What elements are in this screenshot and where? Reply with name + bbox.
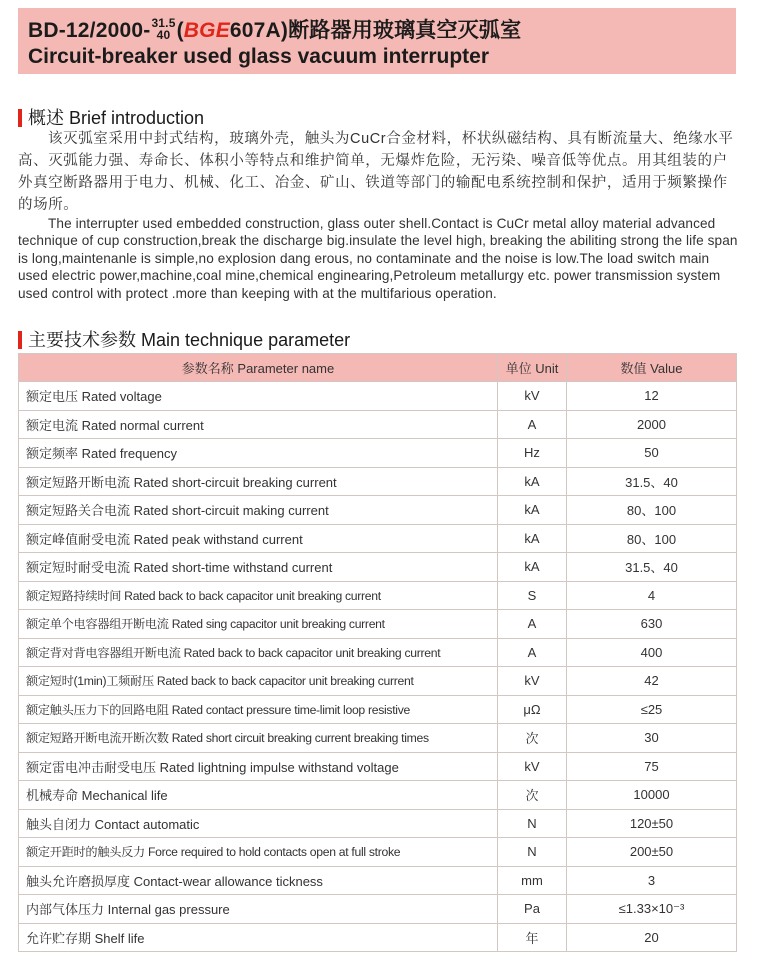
param-unit-cell: N xyxy=(498,838,567,867)
table-row xyxy=(19,524,737,553)
column-header-value: 数值 Value xyxy=(567,354,737,382)
table-header-row xyxy=(19,354,737,382)
param-unit-cell: kA xyxy=(498,467,567,496)
table-row xyxy=(19,895,737,924)
param-unit-cell: kA xyxy=(498,496,567,525)
param-unit-cell: 次 xyxy=(498,724,567,753)
param-unit-cell: mm xyxy=(498,866,567,895)
param-value-cell: 31.5、40 xyxy=(567,553,737,582)
param-unit-cell: 次 xyxy=(498,781,567,810)
param-name-cell: 额定电流 Rated normal current xyxy=(19,410,498,439)
param-value-cell: 2000 xyxy=(567,410,737,439)
param-value-cell: 10000 xyxy=(567,781,737,810)
param-name-cell: 触头自闭力 Contact automatic xyxy=(19,809,498,838)
param-unit-cell: kA xyxy=(498,553,567,582)
param-name-cell: 额定开距时的触头反力 Force required to hold contacts open at full stroke xyxy=(19,838,498,867)
param-unit-cell: A xyxy=(498,410,567,439)
table-row xyxy=(19,439,737,468)
param-value-cell: 400 xyxy=(567,638,737,667)
param-unit-cell: kV xyxy=(498,667,567,696)
paren-open: ( xyxy=(176,19,184,42)
params-heading xyxy=(18,326,350,352)
param-unit-cell: N xyxy=(498,809,567,838)
brand-logo: BGE xyxy=(183,19,230,42)
param-name-cell: 内部气体压力 Internal gas pressure xyxy=(19,895,498,924)
title-en: Circuit-breaker used glass vacuum interrupter xyxy=(28,45,489,68)
param-name-cell: 机械寿命 Mechanical life xyxy=(19,781,498,810)
param-value-cell: 4 xyxy=(567,581,737,610)
param-name-cell: 额定雷电冲击耐受电压 Rated lightning impulse withstand voltage xyxy=(19,752,498,781)
table-row xyxy=(19,638,737,667)
table-row xyxy=(19,781,737,810)
brief-heading xyxy=(18,104,204,130)
title-cn-line xyxy=(28,14,521,44)
header-banner xyxy=(18,8,736,74)
param-unit-cell: A xyxy=(498,610,567,639)
param-name-cell: 额定触头压力下的回路电阻 Rated contact pressure time-limit loop resistive xyxy=(19,695,498,724)
param-name-cell: 额定频率 Rated frequency xyxy=(19,439,498,468)
param-unit-cell: kV xyxy=(498,382,567,411)
param-value-cell: 20 xyxy=(567,923,737,952)
param-name-cell: 额定短时耐受电流 Rated short-time withstand current xyxy=(19,553,498,582)
table-row xyxy=(19,581,737,610)
table-row xyxy=(19,923,737,952)
param-unit-cell: μΩ xyxy=(498,695,567,724)
params-heading-text: 主要技术参数 Main technique parameter xyxy=(28,330,351,350)
param-unit-cell: kV xyxy=(498,752,567,781)
table-row xyxy=(19,553,737,582)
param-value-cell: ≤1.33×10⁻³ xyxy=(567,895,737,924)
param-name-cell: 允许贮存期 Shelf life xyxy=(19,923,498,952)
table-row xyxy=(19,838,737,867)
table-row xyxy=(19,467,737,496)
table-row xyxy=(19,667,737,696)
title-cn: 断路器用玻璃真空灭弧室 xyxy=(288,19,522,42)
param-value-cell: 3 xyxy=(567,866,737,895)
parameter-table xyxy=(18,353,737,952)
section-marker xyxy=(18,331,22,349)
table-row xyxy=(19,496,737,525)
param-name-cell: 额定短时(1min)工频耐压 Rated back to back capacitor unit breaking current xyxy=(19,667,498,696)
param-value-cell: 200±50 xyxy=(567,838,737,867)
param-name-cell: 额定短路开断电流 Rated short-circuit breaking current xyxy=(19,467,498,496)
column-header-name: 参数名称 Parameter name xyxy=(19,354,498,382)
model-suffix: 607A) xyxy=(229,19,289,42)
param-value-cell: 75 xyxy=(567,752,737,781)
fraction-top: 31.5 xyxy=(151,16,176,31)
param-name-cell: 额定短路持续时间 Rated back to back capacitor unit breaking current xyxy=(19,581,498,610)
table-row xyxy=(19,752,737,781)
table-row xyxy=(19,695,737,724)
table-row xyxy=(19,410,737,439)
table-row xyxy=(19,866,737,895)
param-unit-cell: A xyxy=(498,638,567,667)
param-name-cell: 额定电压 Rated voltage xyxy=(19,382,498,411)
section-marker xyxy=(18,109,22,127)
param-value-cell: 42 xyxy=(567,667,737,696)
param-name-cell: 触头允许磨损厚度 Contact-wear allowance tickness xyxy=(19,866,498,895)
param-unit-cell: 年 xyxy=(498,923,567,952)
column-header-unit: 单位 Unit xyxy=(498,354,567,382)
param-value-cell: 80、100 xyxy=(567,524,737,553)
param-value-cell: ≤25 xyxy=(567,695,737,724)
table-row xyxy=(19,809,737,838)
fraction-bottom: 40 xyxy=(156,28,171,43)
table-row xyxy=(19,610,737,639)
param-value-cell: 12 xyxy=(567,382,737,411)
param-value-cell: 630 xyxy=(567,610,737,639)
param-name-cell: 额定峰值耐受电流 Rated peak withstand current xyxy=(19,524,498,553)
table-row xyxy=(19,382,737,411)
param-unit-cell: Hz xyxy=(498,439,567,468)
param-name-cell: 额定短路关合电流 Rated short-circuit making current xyxy=(19,496,498,525)
param-name-cell: 额定短路开断电流开断次数 Rated short circuit breaking current breaking times xyxy=(19,724,498,753)
param-name-cell: 额定单个电容器组开断电流 Rated sing capacitor unit breaking current xyxy=(19,610,498,639)
brief-text-en: The interrupter used embedded construction, glass outer shell.Contact is CuCr metal alloy material advanced technique of cup construction,break the discharge big.insulate the level high, breaking the abiliting strong the life span is long,maintenanle is simple,no explosion dang erous, no contaminate and the noise is low.The load switch main used electric power,machine,coal mine,chemical enginearing,Petroleum metallurgy etc. power transmission system used control with protect .more than keeping with at the multifarious operation. xyxy=(18,216,738,301)
breaking-current-fraction xyxy=(151,17,175,41)
param-value-cell: 30 xyxy=(567,724,737,753)
brief-text-cn: 该灭弧室采用中封式结构，玻璃外壳，触头为CuCr合金材料，杯状纵磁结构、具有断流量大、绝缘水平高、灭弧能力强、寿命长、体积小等特点和维护简单，无爆炸危险，无污染、噪音低等优点。用其组装的户外真空断路器用于电力、机械、化工、冶金、矿山、铁道等部门的输配电系统控制和保护，适用于频繁操作的场所。 xyxy=(18,131,734,213)
param-value-cell: 80、100 xyxy=(567,496,737,525)
param-unit-cell: S xyxy=(498,581,567,610)
param-value-cell: 50 xyxy=(567,439,737,468)
table-row xyxy=(19,724,737,753)
brief-heading-text: 概述 Brief introduction xyxy=(28,108,205,128)
param-name-cell: 额定背对背电容器组开断电流 Rated back to back capacitor unit breaking current xyxy=(19,638,498,667)
model-prefix: BD-12/2000- xyxy=(28,19,151,42)
param-unit-cell: Pa xyxy=(498,895,567,924)
param-unit-cell: kA xyxy=(498,524,567,553)
param-value-cell: 31.5、40 xyxy=(567,467,737,496)
param-value-cell: 120±50 xyxy=(567,809,737,838)
